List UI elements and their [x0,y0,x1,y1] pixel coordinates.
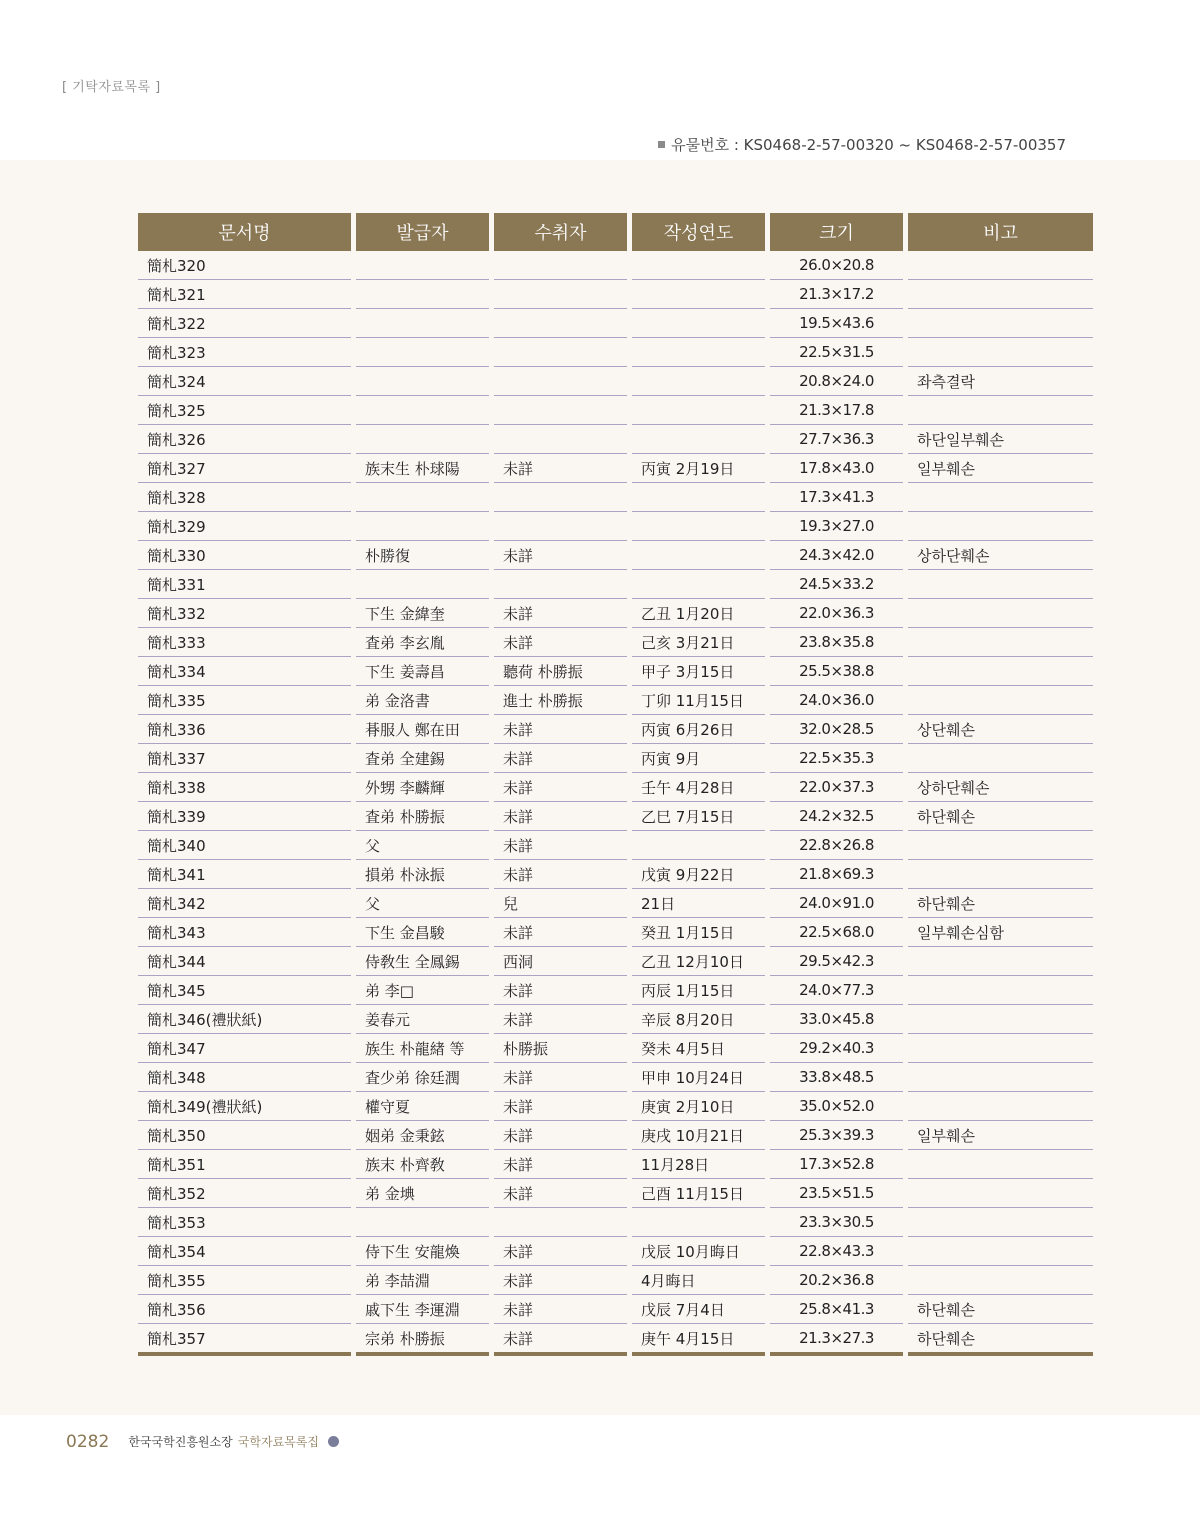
cell-year: 己亥 3月21日 [632,628,765,657]
cell-size: 25.5×38.8 [770,657,903,686]
cell-note: 상하단훼손 [908,773,1093,802]
cell-size: 22.5×31.5 [770,338,903,367]
cell-size: 17.8×43.0 [770,454,903,483]
table-row [138,802,1093,831]
cell-recipient: 未詳 [494,1063,627,1092]
cell-issuer: 朴勝復 [356,541,489,570]
footer [66,1431,339,1452]
cell-title: 簡札357 [138,1324,351,1356]
cell-recipient [494,396,627,425]
table-row [138,1237,1093,1266]
table-row [138,280,1093,309]
cell-recipient: 未詳 [494,1179,627,1208]
cell-title: 簡札353 [138,1208,351,1237]
cell-size: 35.0×52.0 [770,1092,903,1121]
cell-title: 簡札341 [138,860,351,889]
cell-recipient: 朴勝振 [494,1034,627,1063]
cell-issuer [356,309,489,338]
cell-issuer [356,1208,489,1237]
table-row [138,976,1093,1005]
cell-title: 簡札329 [138,512,351,541]
cell-issuer [356,570,489,599]
cell-issuer [356,338,489,367]
cell-issuer [356,251,489,280]
cell-issuer: 弟 金洛書 [356,686,489,715]
table-row [138,1121,1093,1150]
table-header [138,213,1093,251]
cell-title: 簡札334 [138,657,351,686]
table-row [138,831,1093,860]
cell-recipient: 西洞 [494,947,627,976]
table-row [138,1208,1093,1237]
table-row [138,454,1093,483]
cell-note [908,1208,1093,1237]
cell-recipient: 未詳 [494,715,627,744]
cell-recipient: 未詳 [494,831,627,860]
cell-note [908,1034,1093,1063]
col-header-year: 작성연도 [632,213,765,251]
table-row [138,715,1093,744]
table-row [138,1005,1093,1034]
col-header-title: 문서명 [138,213,351,251]
cell-year: 甲申 10月24日 [632,1063,765,1092]
cell-year [632,367,765,396]
cell-size: 23.8×35.8 [770,628,903,657]
cell-note [908,512,1093,541]
cell-title: 簡札337 [138,744,351,773]
cell-size: 33.8×48.5 [770,1063,903,1092]
table-row [138,1295,1093,1324]
cell-year [632,512,765,541]
cell-year: 辛辰 8月20日 [632,1005,765,1034]
cell-size: 22.8×43.3 [770,1237,903,1266]
cell-title: 簡札320 [138,251,351,280]
page-number: 0282 [66,1431,110,1452]
cell-title: 簡札330 [138,541,351,570]
cell-issuer: 弟 金㙉 [356,1179,489,1208]
cell-recipient: 未詳 [494,802,627,831]
cell-year [632,541,765,570]
cell-recipient [494,570,627,599]
cell-year: 乙丑 12月10日 [632,947,765,976]
cell-title: 簡札326 [138,425,351,454]
cell-title: 簡札333 [138,628,351,657]
cell-year: 21日 [632,889,765,918]
table-row [138,773,1093,802]
cell-note: 하단훼손 [908,1295,1093,1324]
cell-title: 簡札321 [138,280,351,309]
cell-note: 일부훼손 [908,454,1093,483]
cell-size: 21.8×69.3 [770,860,903,889]
collection-name: 국학자료목록집 [237,1435,319,1449]
cell-size: 21.3×27.3 [770,1324,903,1356]
cell-note [908,599,1093,628]
cell-title: 簡札345 [138,976,351,1005]
cell-size: 25.3×39.3 [770,1121,903,1150]
cell-recipient [494,338,627,367]
cell-title: 簡札344 [138,947,351,976]
cell-recipient: 未詳 [494,1295,627,1324]
cell-size: 27.7×36.3 [770,425,903,454]
cell-note: 하단훼손 [908,1324,1093,1356]
col-header-issuer: 발급자 [356,213,489,251]
cell-size: 24.0×91.0 [770,889,903,918]
cell-size: 24.0×77.3 [770,976,903,1005]
header-row [138,213,1093,251]
cell-size: 22.0×37.3 [770,773,903,802]
table-row [138,918,1093,947]
cell-size: 29.5×42.3 [770,947,903,976]
table-row [138,947,1093,976]
table-row [138,686,1093,715]
cell-year: 己酉 11月15日 [632,1179,765,1208]
cell-title: 簡札323 [138,338,351,367]
cell-recipient: 未詳 [494,1324,627,1356]
table-row [138,1034,1093,1063]
cell-issuer: 朞服人 鄭在田 [356,715,489,744]
cell-year [632,396,765,425]
cell-size: 22.0×36.3 [770,599,903,628]
cell-note [908,1237,1093,1266]
cell-year [632,1208,765,1237]
cell-recipient: 兒 [494,889,627,918]
table-row [138,1266,1093,1295]
cell-note [908,1005,1093,1034]
cell-note [908,1092,1093,1121]
cell-title: 簡札336 [138,715,351,744]
cell-recipient: 未詳 [494,773,627,802]
table-row [138,1092,1093,1121]
cell-recipient: 進士 朴勝振 [494,686,627,715]
cell-issuer: 族生 朴龍緖 等 [356,1034,489,1063]
cell-size: 24.0×36.0 [770,686,903,715]
cell-issuer: 父 [356,889,489,918]
cell-note: 하단일부훼손 [908,425,1093,454]
cell-note: 상하단훼손 [908,541,1093,570]
cell-title: 簡札350 [138,1121,351,1150]
cell-title: 簡札355 [138,1266,351,1295]
table-row [138,309,1093,338]
cell-size: 24.5×33.2 [770,570,903,599]
cell-note [908,483,1093,512]
cell-issuer: 父 [356,831,489,860]
cell-recipient [494,309,627,338]
cell-recipient: 未詳 [494,1092,627,1121]
col-header-note: 비고 [908,213,1093,251]
cell-issuer: 査弟 李玄胤 [356,628,489,657]
cell-note [908,976,1093,1005]
cell-year: 乙丑 1月20日 [632,599,765,628]
cell-issuer: 侍下生 安龍煥 [356,1237,489,1266]
cell-issuer: 査弟 朴勝振 [356,802,489,831]
table-row [138,889,1093,918]
cell-title: 簡札322 [138,309,351,338]
cell-note [908,831,1093,860]
cell-title: 簡札328 [138,483,351,512]
square-bullet-icon [658,141,665,148]
cell-recipient [494,367,627,396]
cell-size: 32.0×28.5 [770,715,903,744]
table-row [138,367,1093,396]
table-row [138,1063,1093,1092]
cell-issuer: 姻弟 金秉鉉 [356,1121,489,1150]
cell-title: 簡札325 [138,396,351,425]
cell-size: 22.8×26.8 [770,831,903,860]
cell-recipient: 未詳 [494,1150,627,1179]
cell-recipient: 未詳 [494,1266,627,1295]
table-row [138,1179,1093,1208]
cell-size: 21.3×17.2 [770,280,903,309]
cell-year: 癸丑 1月15日 [632,918,765,947]
cell-title: 簡札347 [138,1034,351,1063]
cell-title: 簡札339 [138,802,351,831]
cell-year [632,425,765,454]
table-row [138,338,1093,367]
table-row [138,512,1093,541]
cell-size: 19.5×43.6 [770,309,903,338]
cell-note [908,628,1093,657]
cell-size: 24.2×32.5 [770,802,903,831]
col-header-size: 크기 [770,213,903,251]
col-header-recipient: 수취자 [494,213,627,251]
cell-issuer: 外甥 李麟輝 [356,773,489,802]
cell-note [908,1266,1093,1295]
cell-year [632,831,765,860]
id-range [658,134,1066,155]
cell-title: 簡札324 [138,367,351,396]
table-row [138,657,1093,686]
cell-year: 丙辰 1月15日 [632,976,765,1005]
cell-recipient [494,425,627,454]
cell-title: 簡札354 [138,1237,351,1266]
cell-recipient: 未詳 [494,1237,627,1266]
cell-recipient [494,512,627,541]
table-row [138,860,1093,889]
cell-recipient: 未詳 [494,1121,627,1150]
cell-note [908,1179,1093,1208]
cell-title: 簡札349(禮狀紙) [138,1092,351,1121]
table-row [138,483,1093,512]
cell-issuer: 權守夏 [356,1092,489,1121]
cell-recipient: 未詳 [494,744,627,773]
cell-note [908,309,1093,338]
cell-note [908,744,1093,773]
cell-note: 일부훼손심함 [908,918,1093,947]
cell-size: 29.2×40.3 [770,1034,903,1063]
cell-issuer: 損弟 朴泳振 [356,860,489,889]
cell-size: 24.3×42.0 [770,541,903,570]
cell-issuer [356,425,489,454]
cell-recipient: 未詳 [494,1005,627,1034]
id-range-text: 유물번호 : KS0468-2-57-00320 ~ KS0468-2-57-00357 [671,136,1066,154]
cell-issuer: 姜春元 [356,1005,489,1034]
catalog-table [133,213,1098,1356]
cell-recipient: 未詳 [494,976,627,1005]
cell-issuer [356,396,489,425]
section-label: [ 기탁자료목록 ] [62,80,161,95]
table-row [138,570,1093,599]
cell-note: 상단훼손 [908,715,1093,744]
cell-year: 庚寅 2月10日 [632,1092,765,1121]
cell-note [908,860,1093,889]
cell-year: 壬午 4月28日 [632,773,765,802]
cell-note: 하단훼손 [908,802,1093,831]
circle-dot-icon [328,1436,339,1447]
cell-size: 22.5×68.0 [770,918,903,947]
cell-note [908,1150,1093,1179]
cell-recipient: 未詳 [494,541,627,570]
cell-recipient [494,280,627,309]
cell-title: 簡札338 [138,773,351,802]
cell-note [908,251,1093,280]
cell-year: 庚午 4月15日 [632,1324,765,1356]
cell-issuer [356,512,489,541]
cell-size: 22.5×35.3 [770,744,903,773]
cell-year: 丙寅 2月19日 [632,454,765,483]
cell-year [632,251,765,280]
cell-year: 丁卯 11月15日 [632,686,765,715]
cell-issuer [356,367,489,396]
cell-recipient: 未詳 [494,599,627,628]
table-row [138,1150,1093,1179]
cell-size: 25.8×41.3 [770,1295,903,1324]
cell-year: 11月28日 [632,1150,765,1179]
cell-issuer: 侍敎生 全鳳錫 [356,947,489,976]
cell-issuer: 弟 李喆淵 [356,1266,489,1295]
cell-year: 甲子 3月15日 [632,657,765,686]
table-row [138,396,1093,425]
cell-title: 簡札346(禮狀紙) [138,1005,351,1034]
cell-size: 21.3×17.8 [770,396,903,425]
table-row [138,628,1093,657]
table-row [138,1324,1093,1356]
cell-year: 4月晦日 [632,1266,765,1295]
cell-title: 簡札335 [138,686,351,715]
cell-title: 簡札352 [138,1179,351,1208]
cell-recipient [494,483,627,512]
cell-issuer: 宗弟 朴勝振 [356,1324,489,1356]
cell-year [632,309,765,338]
cell-note [908,657,1093,686]
cell-year [632,338,765,367]
table-body [138,251,1093,1356]
cell-size: 33.0×45.8 [770,1005,903,1034]
cell-note [908,570,1093,599]
cell-year: 戊辰 7月4日 [632,1295,765,1324]
cell-issuer: 戚下生 李運淵 [356,1295,489,1324]
cell-issuer: 査少弟 徐廷潤 [356,1063,489,1092]
cell-size: 20.8×24.0 [770,367,903,396]
cell-note: 일부훼손 [908,1121,1093,1150]
cell-year: 丙寅 9月 [632,744,765,773]
cell-title: 簡札331 [138,570,351,599]
cell-size: 17.3×41.3 [770,483,903,512]
cell-year: 乙巳 7月15日 [632,802,765,831]
table-row [138,599,1093,628]
cell-size: 23.5×51.5 [770,1179,903,1208]
table-row [138,425,1093,454]
cell-recipient: 未詳 [494,454,627,483]
cell-issuer: 下生 姜壽昌 [356,657,489,686]
cell-note: 좌측결락 [908,367,1093,396]
cell-size: 26.0×20.8 [770,251,903,280]
table-row [138,251,1093,280]
cell-size: 20.2×36.8 [770,1266,903,1295]
cell-issuer: 査弟 全建錫 [356,744,489,773]
cell-title: 簡札327 [138,454,351,483]
cell-title: 簡札348 [138,1063,351,1092]
cell-recipient [494,1208,627,1237]
cell-issuer: 下生 金昌駿 [356,918,489,947]
cell-year [632,570,765,599]
table-row [138,541,1093,570]
cell-note [908,1063,1093,1092]
cell-issuer: 下生 金緯奎 [356,599,489,628]
cell-year: 庚戌 10月21日 [632,1121,765,1150]
cell-size: 17.3×52.8 [770,1150,903,1179]
cell-year: 戊寅 9月22日 [632,860,765,889]
cell-size: 23.3×30.5 [770,1208,903,1237]
cell-note [908,338,1093,367]
cell-title: 簡札343 [138,918,351,947]
cell-title: 簡札342 [138,889,351,918]
cell-year: 癸未 4月5日 [632,1034,765,1063]
cell-title: 簡札332 [138,599,351,628]
table-row [138,744,1093,773]
cell-recipient: 聽荷 朴勝振 [494,657,627,686]
publisher-name: 한국국학진흥원소장 [128,1435,233,1449]
cell-note [908,280,1093,309]
cell-recipient [494,251,627,280]
cell-title: 簡札351 [138,1150,351,1179]
cell-note [908,396,1093,425]
cell-note [908,947,1093,976]
cell-year: 戊辰 10月晦日 [632,1237,765,1266]
cell-issuer: 族末 朴齊敎 [356,1150,489,1179]
cell-title: 簡札340 [138,831,351,860]
cell-size: 19.3×27.0 [770,512,903,541]
cell-note: 하단훼손 [908,889,1093,918]
cell-recipient: 未詳 [494,860,627,889]
cell-year: 丙寅 6月26日 [632,715,765,744]
cell-title: 簡札356 [138,1295,351,1324]
cell-recipient: 未詳 [494,918,627,947]
cell-issuer [356,483,489,512]
cell-year [632,483,765,512]
cell-issuer: 族末生 朴球陽 [356,454,489,483]
cell-note [908,686,1093,715]
cell-issuer [356,280,489,309]
cell-year [632,280,765,309]
cell-issuer: 弟 李□ [356,976,489,1005]
cell-recipient: 未詳 [494,628,627,657]
